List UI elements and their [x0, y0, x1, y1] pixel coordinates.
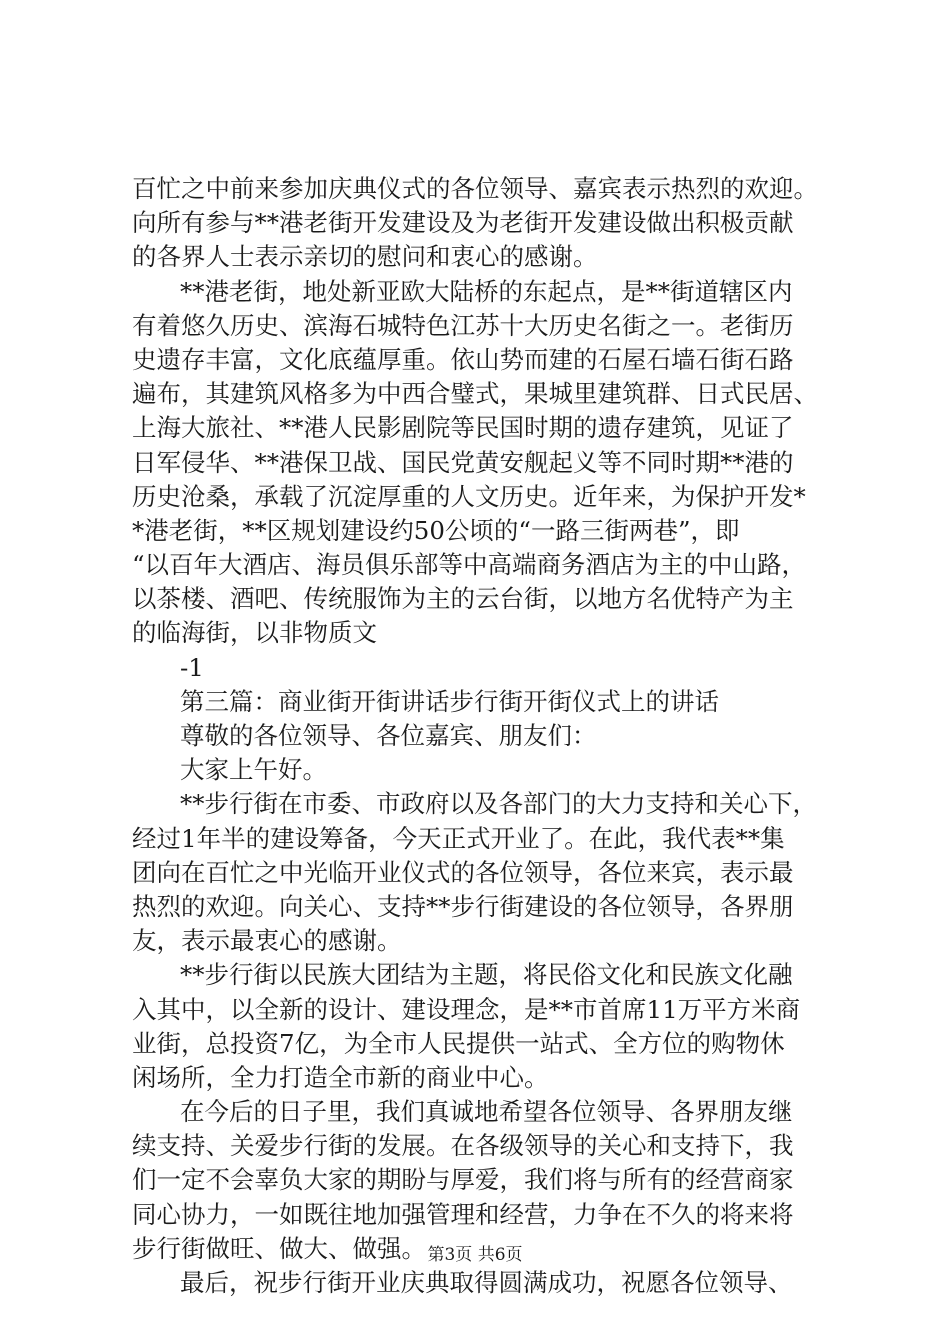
paragraph-start-line: 在今后的日子里，我们真诚地希望各位领导、各界朋友继: [180, 1097, 793, 1127]
text-line: 史遗存丰富，文化底蕴厚重。依山势而建的石屋石墙石街石路: [132, 344, 794, 374]
text-line: 向所有参与**港老街开发建设及为老街开发建设做出积极贡献: [132, 208, 794, 238]
text-line: 业街，总投资7亿，为全市人民提供一站式、全方位的购物休: [132, 1028, 785, 1058]
text-line: 的临海街，以非物质文: [132, 618, 377, 648]
text-line: 热烈的欢迎。向关心、支持**步行街建设的各位领导，各界朋: [132, 891, 794, 921]
text-line: 友，表示最衷心的感谢。: [132, 926, 402, 956]
text-line: 遍布，其建筑风格多为中西合璧式，果城里建筑群、日式民居、: [132, 379, 818, 409]
text-line: 们一定不会辜负大家的期盼与厚爱，我们将与所有的经营商家: [132, 1165, 794, 1195]
text-line: 历史沧桑，承载了沉淀厚重的人文历史。近年来，为保护开发*: [132, 481, 806, 511]
salutation-line: 尊敬的各位领导、各位嘉宾、朋友们：: [180, 721, 597, 750]
text-line: 的各界人士表示亲切的慰问和衷心的感谢。: [132, 242, 598, 272]
text-line: 上海大旅社、**港人民影剧院等民国时期的遗存建筑，见证了: [132, 413, 794, 443]
page-number-label: 第3页 共6页: [427, 1245, 523, 1265]
text-line: 闲场所，全力打造全市新的商业中心。: [132, 1062, 549, 1092]
page-marker: -1: [180, 652, 204, 682]
text-line: “以百年大酒店、海员俱乐部等中高端商务酒店为主的中山路，: [132, 550, 807, 580]
paragraph-start-line: **步行街在市委、市政府以及各部门的大力支持和关心下，: [180, 789, 817, 819]
text-line: 经过1年半的建设筹备，今天正式开业了。在此，我代表**集: [132, 823, 785, 853]
greeting-line: 大家上午好。: [180, 755, 327, 785]
text-line: 入其中，以全新的设计、建设理念，是**市首席11万平方米商: [132, 994, 801, 1024]
text-line: 百忙之中前来参加庆典仪式的各位领导、嘉宾表示热烈的欢迎。: [132, 174, 818, 203]
text-line: 以茶楼、酒吧、传统服饰为主的云台街，以地方名优特产为主: [132, 584, 794, 614]
paragraph-start-line: 最后，祝步行街开业庆典取得圆满成功，祝愿各位领导、: [180, 1268, 793, 1297]
text-line: 续支持、关爱步行街的发展。在各级领导的关心和支持下，我: [132, 1131, 794, 1161]
text-line: 团向在百忙之中光临开业仪式的各位领导，各位来宾，表示最: [132, 857, 794, 887]
paragraph-start-line: **港老街，地处新亚欧大陆桥的东起点，是**街道辖区内: [180, 276, 793, 306]
page-footer: [0, 1244, 950, 1266]
text-line: *港老街，**区规划建设约50公顷的“一路三街两巷”，即: [132, 515, 740, 545]
text-line: 有着悠久历史、滨海石城特色江苏十大历史名街之一。老街历: [132, 310, 794, 340]
document-body: [132, 172, 832, 1300]
text-line: 日军侵华、**港保卫战、国民党黄安舰起义等不同时期**港的: [132, 447, 794, 477]
section-heading: 第三篇：商业街开街讲话步行街开街仪式上的讲话: [180, 686, 719, 716]
paragraph-start-line: **步行街以民族大团结为主题，将民俗文化和民族文化融: [180, 960, 793, 990]
text-line: 同心协力，一如既往地加强管理和经营，力争在不久的将来将: [132, 1199, 794, 1229]
text-line: 步行街做旺、做大、做强。: [132, 1233, 426, 1263]
